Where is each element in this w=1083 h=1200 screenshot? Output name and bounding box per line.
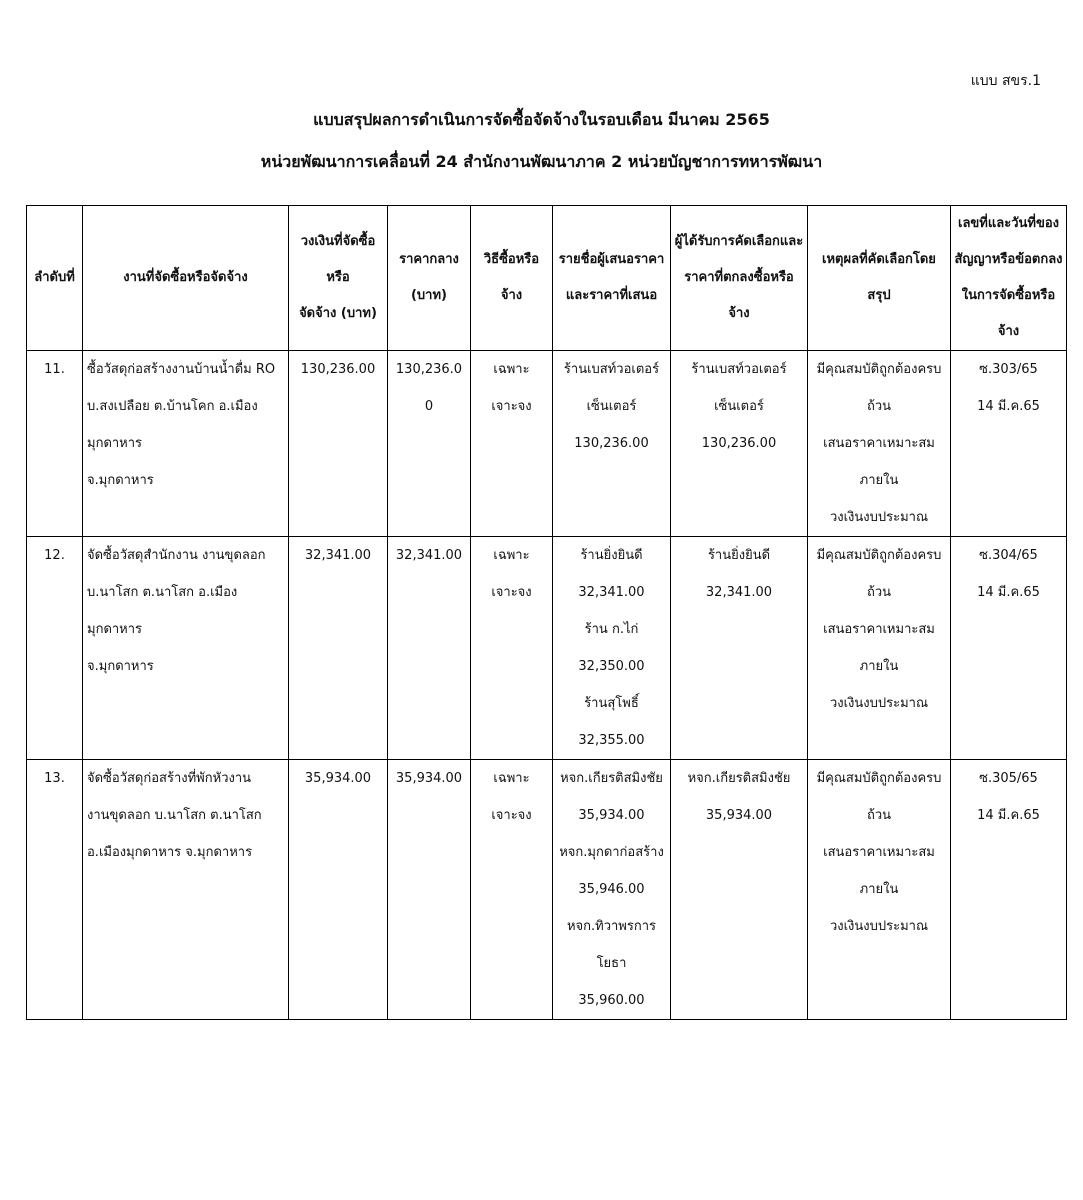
- bidder-line: ร้านเบสท์วอเตอร์: [563, 362, 660, 377]
- header-method: วิธีซื้อหรือจ้าง: [471, 206, 553, 351]
- header-budget: [289, 206, 388, 351]
- header-contract-line: ในการจัดซื้อหรือจ้าง: [961, 288, 1056, 339]
- bidder-line: 35,934.00: [578, 808, 645, 823]
- header-selected-line: ราคาที่ตกลงซื้อหรือจ้าง: [684, 270, 794, 321]
- selected-line: ร้านเบสท์วอเตอร์: [691, 362, 787, 377]
- header-reason: เหตุผลที่คัดเลือกโดยสรุป: [808, 206, 951, 351]
- document-title: แบบสรุปผลการดำเนินการจัดซื้อจัดจ้างในรอบเดือน มีนาคม 2565: [313, 110, 770, 129]
- table-header-row: [27, 206, 1067, 351]
- cell-work: [83, 760, 289, 1020]
- contract-line: ซ.303/65: [979, 362, 1038, 377]
- reason-line: มีคุณสมบัติถูกต้องครบถ้วน: [816, 362, 942, 414]
- cell-method: เฉพาะเจาะจง: [471, 760, 553, 1020]
- selected-line: ร้านยิ่งยินดี: [707, 548, 771, 563]
- table-row: [27, 760, 1067, 1020]
- cell-selected: [671, 760, 808, 1020]
- reason-line: วงเงินงบประมาณ: [829, 510, 929, 525]
- form-code: แบบ สขร.1: [970, 73, 1041, 89]
- bidder-line: 32,350.00: [578, 659, 645, 674]
- work-line: ซื้อวัสดุก่อสร้างงานบ้านน้ำดื่ม RO: [87, 362, 276, 377]
- bidder-line: 130,236.00: [574, 436, 649, 451]
- cell-bidders: [553, 760, 671, 1020]
- reason-line: เสนอราคาเหมาะสมภายใน: [823, 845, 935, 897]
- cell-bidders: [553, 351, 671, 537]
- work-line: บ.นาโสก ต.นาโสก อ.เมืองมุกดาหาร: [87, 585, 238, 637]
- work-line: จัดซื้อวัสดุก่อสร้างที่พักหัวงาน: [87, 771, 252, 786]
- bidder-line: 32,355.00: [578, 733, 645, 748]
- header-contract-line: สัญญาหรือข้อตกลง: [954, 252, 1063, 267]
- work-line: จ.มุกดาหาร: [87, 659, 154, 674]
- header-work: งานที่จัดซื้อหรือจัดจ้าง: [83, 206, 289, 351]
- selected-line: เซ็นเตอร์: [714, 399, 764, 414]
- contract-line: ซ.305/65: [979, 771, 1038, 786]
- bidder-line: 35,960.00: [578, 993, 645, 1008]
- work-line: จัดซื้อวัสดุสำนักงาน งานขุดลอก: [87, 548, 266, 563]
- work-line: จ.มุกดาหาร: [87, 473, 154, 488]
- cell-reason: [808, 760, 951, 1020]
- bidder-line: หจก.มุกดาก่อสร้าง: [559, 845, 664, 860]
- reason-line: มีคุณสมบัติถูกต้องครบถ้วน: [816, 548, 942, 600]
- cell-work: [83, 537, 289, 760]
- cell-contract: [951, 351, 1067, 537]
- bidder-line: 35,946.00: [578, 882, 645, 897]
- selected-line: หจก.เกียรติสมิงชัย: [687, 771, 791, 786]
- header-bidders: [553, 206, 671, 351]
- header-contract-line: เลขที่และวันที่ของ: [958, 216, 1059, 231]
- reason-line: วงเงินงบประมาณ: [829, 919, 929, 934]
- cell-method: เฉพาะเจาะจง: [471, 537, 553, 760]
- cell-reason: [808, 351, 951, 537]
- bidder-line: ร้าน ก.ไก่: [584, 622, 639, 637]
- work-line: อ.เมืองมุกดาหาร จ.มุกดาหาร: [87, 845, 253, 860]
- header-budget-line: วงเงินที่จัดซื้อหรือ: [300, 234, 376, 285]
- reason-line: มีคุณสมบัติถูกต้องครบถ้วน: [816, 771, 942, 823]
- cell-median-price: 130,236.00: [388, 351, 471, 537]
- cell-contract: [951, 537, 1067, 760]
- work-line: งานขุดลอก บ.นาโสก ต.นาโสก: [87, 808, 262, 823]
- cell-median-price: 35,934.00: [388, 760, 471, 1020]
- selected-line: 130,236.00: [701, 436, 777, 451]
- work-line: บ.สงเปลือย ต.บ้านโคก อ.เมืองมุกดาหาร: [87, 399, 258, 451]
- bidder-line: เซ็นเตอร์: [586, 399, 637, 414]
- cell-no: 11.: [27, 351, 83, 537]
- reason-line: วงเงินงบประมาณ: [829, 696, 929, 711]
- cell-selected: [671, 537, 808, 760]
- contract-line: 14 มี.ค.65: [977, 808, 1040, 823]
- header-median-price: [388, 206, 471, 351]
- cell-median-price: 32,341.00: [388, 537, 471, 760]
- header-bidders-line: รายชื่อผู้เสนอราคา: [558, 252, 665, 267]
- bidder-line: ร้านยิ่งยินดี: [580, 548, 643, 563]
- cell-budget: 130,236.00: [289, 351, 388, 537]
- cell-no: 13.: [27, 760, 83, 1020]
- bidder-line: หจก.เกียรติสมิงชัย: [560, 771, 663, 786]
- header-no: ลำดับที่: [27, 206, 83, 351]
- bidder-line: หจก.ทิวาพรการโยธา: [566, 919, 657, 971]
- header-budget-line: จัดจ้าง (บาท): [299, 306, 377, 321]
- table-row: [27, 351, 1067, 537]
- header-selected-line: ผู้ได้รับการคัดเลือกและ: [674, 234, 804, 249]
- header-selected: [671, 206, 808, 351]
- bidder-line: 32,341.00: [578, 585, 645, 600]
- bidder-line: ร้านสุโพธิ์: [584, 696, 639, 711]
- cell-selected: [671, 351, 808, 537]
- header-bidders-line: และราคาที่เสนอ: [565, 288, 658, 303]
- contract-line: 14 มี.ค.65: [977, 399, 1040, 414]
- table-row: [27, 537, 1067, 760]
- cell-budget: 32,341.00: [289, 537, 388, 760]
- cell-reason: [808, 537, 951, 760]
- cell-bidders: [553, 537, 671, 760]
- contract-line: 14 มี.ค.65: [977, 585, 1040, 600]
- selected-line: 32,341.00: [705, 585, 773, 600]
- document-subtitle: หน่วยพัฒนาการเคลื่อนที่ 24 สำนักงานพัฒนาภาค 2 หน่วยบัญชาการทหารพัฒนา: [260, 152, 823, 171]
- cell-method: เฉพาะเจาะจง: [471, 351, 553, 537]
- selected-line: 35,934.00: [705, 808, 773, 823]
- reason-line: เสนอราคาเหมาะสมภายใน: [823, 622, 935, 674]
- cell-no: 12.: [27, 537, 83, 760]
- cell-budget: 35,934.00: [289, 760, 388, 1020]
- cell-contract: [951, 760, 1067, 1020]
- cell-work: [83, 351, 289, 537]
- reason-line: เสนอราคาเหมาะสมภายใน: [823, 436, 935, 488]
- header-median-line: (บาท): [410, 288, 447, 303]
- header-median-line: ราคากลาง: [399, 252, 459, 267]
- procurement-table: [26, 205, 1067, 1020]
- header-contract: [951, 206, 1067, 351]
- contract-line: ซ.304/65: [979, 548, 1038, 563]
